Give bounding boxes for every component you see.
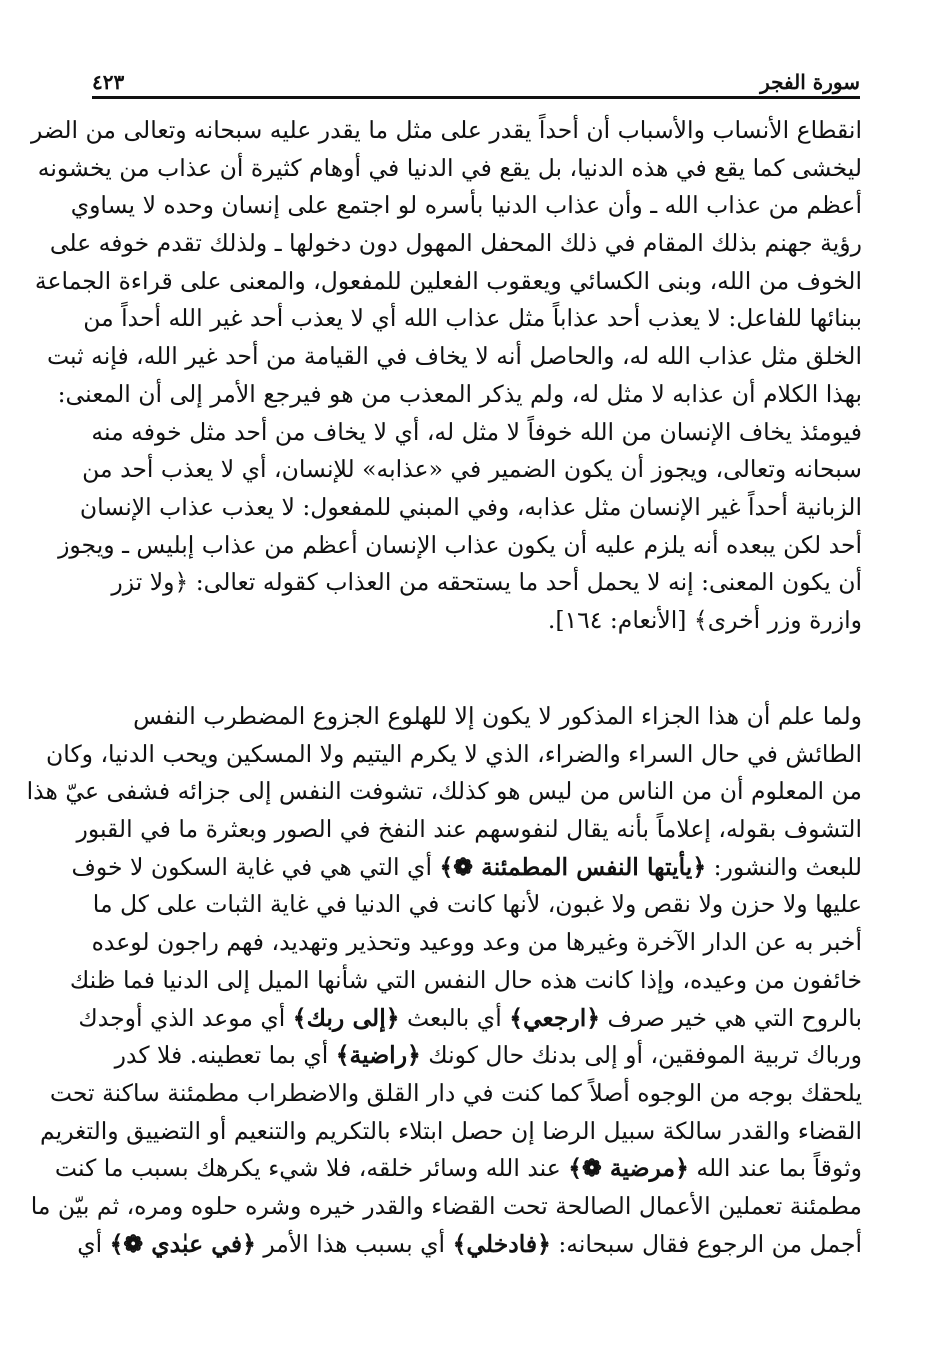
text-run: عند الله وسائر خلقه، فلا شيء يكرهك بسبب ما كنت <box>54 1154 569 1183</box>
text-run: أي بسبب هذا الأمر <box>255 1229 453 1258</box>
text-line: سبحانه وتعالى، ويجوز أن يكون الضمير في «عذابه» للإنسان، أي لا يعذب أحد من <box>82 455 862 484</box>
text-line: الطائش في حال السراء والضراء، الذي لا يكرم اليتيم ولا المسكين ويحب الدنيا، وكان <box>46 739 862 768</box>
text-line <box>77 1226 862 1264</box>
text-run: أي موعد الذي أوجدك <box>78 1003 293 1032</box>
quran-verse: ﴿فادخلي﴾ <box>452 1229 551 1258</box>
text-line <box>78 1000 862 1038</box>
text-line: بهذا الكلام أن عذابه لا مثل له، ولم يذكر المعذب من هو فيرجع الأمر إلى أن المعنى: <box>57 379 862 408</box>
text-line: القضاء والقدر سالكة سبيل الرضا إن حصل ابتلاء بالتكريم والتنعيم أو التضييق والتغريم <box>40 1116 862 1145</box>
text-line: أخبر به عن الدار الآخرة وغيرها من وعد ووعيد وتحذير وتهديد، فهم راجون لوعده <box>91 928 862 957</box>
text-line: خائفون من وعيده، وإذا كانت هذه حال النفس التي شأنها الميل إلى الدنيا فما ظنك <box>69 965 862 994</box>
text-line: فيومئذ يخاف الإنسان من الله خوفاً لا مثل له، أي لا يخاف من أحد مثل خوفه منه <box>91 417 862 446</box>
quran-verse: ﴿ارجعي﴾ <box>509 1003 601 1032</box>
paragraph-2 <box>26 698 862 1263</box>
text-line: التشوف بقوله، إعلاماً بأنه يقال لنفوسهم عند النفخ في الصور وبعثرة ما في القبور <box>76 815 862 844</box>
text-run: ورباك تربية الموفقين، أو إلى بدنك حال كونك <box>420 1041 862 1070</box>
text-line <box>54 1150 862 1188</box>
text-line: أحد لكن يبعده أنه يلزم عليه أن يكون عذاب الإنسان أعظم من عذاب إبليس ـ ويجوز <box>58 530 862 559</box>
text-run: وثوقاً بما عند الله <box>688 1154 862 1183</box>
running-header <box>92 62 860 94</box>
text-run: أي بالبعث <box>399 1003 510 1032</box>
header-rule <box>92 96 860 99</box>
text-run: أي بما تعطينه. فلا كدر <box>114 1041 336 1070</box>
text-run: للبعث والنشور: <box>706 852 862 881</box>
quran-verse: ﴿إلى ربك﴾ <box>292 1003 400 1032</box>
quran-verse: ﴿مرضية ❁﴾ <box>568 1154 689 1183</box>
text-line: من المعلوم أن من الناس من ليس هو كذلك، تشوفت النفس إلى جزائه فشفى عيّ هذا <box>26 777 862 806</box>
text-run: أجمل من الرجوع فقال سبحانه: <box>550 1229 862 1258</box>
quran-verse: ﴿راضية﴾ <box>335 1041 421 1070</box>
text-line: الخوف من الله، وبنى الكسائي ويعقوب الفعلين للمفعول، والمعنى على قراءة الجماعة <box>34 266 862 295</box>
text-line: عليها ولا حزن ولا نقص ولا غبون، لأنها كانت في الدنيا في غاية الثبات على كل ما <box>92 890 862 919</box>
quran-verse: ﴿يأيتها النفس المطمئنة ❁﴾ <box>439 852 707 881</box>
surah-title: سورة الفجر <box>760 70 860 94</box>
text-line: يلحقك بوجه من الوجوه أصلاً كما كنت في دار القلق والاضطراب مطمئنة ساكنة تحت <box>49 1078 862 1107</box>
text-line: وازرة وزر أخرى﴾ [الأنعام: ١٦٤]. <box>547 605 862 634</box>
text-line: ببنائها للفاعل: لا يعذب أحد عذاباً مثل عذاب الله أي لا يعذب أحد غير الله أحداً من <box>83 304 862 333</box>
text-line: ولما علم أن هذا الجزاء المذكور لا يكون إلا للهلوع الجزوع المضطرب النفس <box>133 702 862 730</box>
text-line: الخلق مثل عذاب الله له، والحاصل أنه لا يخاف في القيامة من أحد غير الله، فإنه ثبت <box>46 342 862 371</box>
text-line: أعظم من عذاب الله ـ وأن عذاب الدنيا بأسره لو اجتمع على إنسان وحده لا يساوي <box>70 191 862 220</box>
text-line <box>71 849 862 887</box>
quran-verse: ﴿في عبٰدي ❁﴾ <box>109 1229 256 1258</box>
paragraph-1 <box>31 112 862 640</box>
text-line: انقطاع الأنساب والأسباب أن أحداً يقدر على مثل ما يقدر عليه سبحانه وتعالى من الضر <box>31 116 862 144</box>
page-number: ٤٢٣ <box>92 70 125 94</box>
text-line: مطمئنة تعملين الأعمال الصالحة تحت القضاء والقدر خيره وشره حلوه ومره، ثم بيّن ما <box>30 1191 862 1220</box>
text-run: أي التي هي في غاية السكون لا خوف <box>71 852 440 881</box>
text-line: ليخشى كما يقع في هذه الدنيا، بل يقع في الدنيا في أوهام كثيرة أن عذاب من يخشونه <box>37 153 862 182</box>
text-line <box>92 1037 862 1075</box>
text-run: بالروح التي هي خير صرف <box>600 1003 862 1032</box>
text-line: أن يكون المعنى: إنه لا يحمل أحد ما يستحقه من العذاب كقوله تعالى: ﴿ولا تزر <box>111 568 862 597</box>
text-line: رؤية جهنم بذلك المقام في ذلك المحفل المهول دون دخولها ـ ولذلك تقدم خوفه على <box>49 229 862 258</box>
text-line: الزبانية أحداً غير الإنسان مثل عذابه، وفي المبني للمفعول: لا يعذب عذاب الإنسان <box>79 492 862 521</box>
text-run: أي <box>77 1229 110 1258</box>
